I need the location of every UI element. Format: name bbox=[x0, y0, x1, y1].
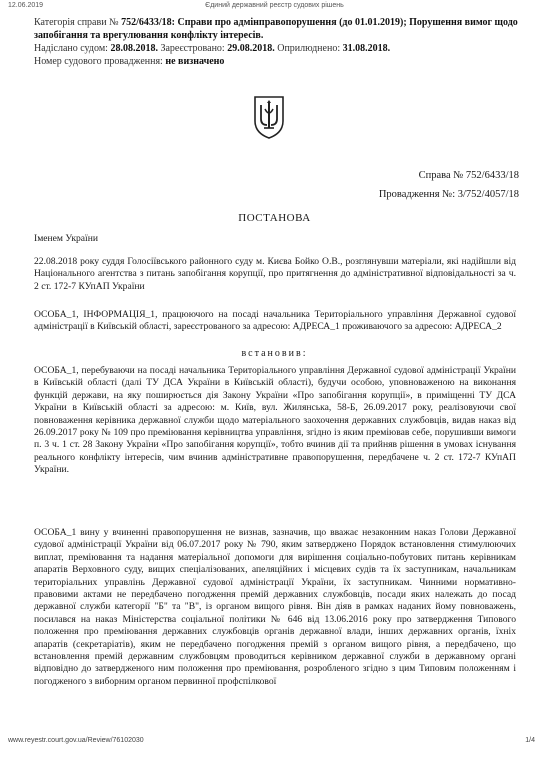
proceeding-label: Номер судового провадження: bbox=[34, 56, 163, 67]
source-url: www.reyestr.court.gov.ua/Review/76102030 bbox=[8, 737, 144, 744]
page-number: 1/4 bbox=[525, 737, 535, 744]
established-heading: встановив: bbox=[241, 348, 308, 359]
registry-title: Єдиний державний реєстр судових рішень bbox=[205, 2, 344, 9]
paragraph-defense bbox=[34, 527, 516, 688]
published-value: 31.08.2018. bbox=[342, 43, 391, 54]
coat-of-arms-icon bbox=[252, 95, 286, 139]
document-title: ПОСТАНОВА bbox=[238, 212, 311, 224]
proceeding-number: Провадження №: 3/752/4057/18 bbox=[378, 189, 519, 200]
category-label: Категорія справи № bbox=[34, 17, 119, 28]
case-metadata bbox=[34, 16, 534, 68]
paragraph-text: ОСОБА_1, перебуваючи на посаді начальника Територіального управління Державної судової адміністрації України в Київській області (далі ТУ ДСА України в Київській області), будучи особою, уповноваженою на виконання функцій держави, на яку поширюється дія Закону України «Про запобігання корупції», в приміщенні ТУ ДСА України в Київській області за адресою: м. Київ, вул. Жилянська, 58-Б, 26.09.2017 року, реалізовуючи свої повноваження керівника державної служби щодо матеріального заохочення державних службовців, видав наказ від 26.09.2017 року № 109 про преміювання керівництва управління, згідно із яким преміював себе, порушивши вимоги п. 3 ч. 1 ст. 28 Закону України «Про запобігання корупції», тобто вчинив дії та прийняв рішення в умовах існування реального конфлікту інтересів, чим вчинив адміністративне правопорушення, передбачене ч. 2 ст. 172-7 КУпАП України. bbox=[34, 365, 516, 476]
paragraph-facts bbox=[34, 365, 516, 477]
paragraph-text: 22.08.2018 року суддя Голосіївського районного суду м. Києва Бойко О.В., розглянувши матеріали, які надійшли від Національного агентства з питань запобігання корупції, про притягнення до адміністративної відповідальності за ч. 2 ст. 172-7 КУпАП України bbox=[34, 256, 516, 292]
category-row bbox=[34, 16, 534, 42]
in-name-line bbox=[34, 233, 516, 245]
paragraph-intro bbox=[34, 256, 516, 293]
paragraph-text: ОСОБА_1 вину у вчиненні правопорушення не визнав, зазначив, що вважає незаконним наказ Голови Державної судової адміністрації України від 06.07.2017 року № 790, яким затверджено Порядок встановлення стимулюючих виплат, преміювання та надання матеріальної допомоги для вирішення соціально-побутових питань керівникам апаратів Верховного суду, вищих спеціалізованих, апеляційних і місцевих судів та їх заступникам, начальникам територіальних управлінь Державної судової адміністрації України, їх заступникам. Чинними нормативно-правовими актами не передбачено погодження премій державних службовців, посади яких належать до посад державної служби категорії "Б" та "В", із органом вищого рівня. Він діяв в рамках наданих йому повноважень, посилався на наказ Міністерства соціальної політики № 646 від 13.06.2016 року про затвердження Типового положення про преміювання державних службовців органів державної влади, інших державних органів, їхніх апаратів (секретаріатів), яким не передбачено погодження премій з органом вищого рівня, а передбачено, що встановлення премій державним службовцям проводиться керівником державної служби в державному органі відповідно до затвердженого ним положення про преміювання, розробленого згідно з цим Типовим положенням і погодженого з виборним органом первинної профспілкової bbox=[34, 527, 516, 687]
sent-label: Надіслано судом: bbox=[34, 43, 108, 54]
dates-row bbox=[34, 42, 534, 55]
paragraph-person bbox=[34, 309, 516, 334]
case-number: Справа № 752/6433/18 bbox=[418, 170, 519, 181]
registered-label: Зареєстровано: bbox=[160, 43, 225, 54]
print-date: 12.06.2019 bbox=[8, 2, 44, 9]
category-value: 752/6433/18: Справи про адмінправопорушення (до 01.01.2019); Порушення вимог щодо запобігання та врегулювання конфлікту інтересів. bbox=[34, 17, 518, 41]
registered-value: 29.08.2018. bbox=[227, 43, 275, 54]
page-header bbox=[8, 2, 541, 12]
proceeding-row bbox=[34, 55, 534, 68]
proceeding-value: не визначено bbox=[165, 56, 225, 67]
paragraph-text: ОСОБА_1, ІНФОРМАЦІЯ_1, працюючого на посаді начальника Територіального управління Державної судової адміністрації в Київській області, зареєстрованого за адресою: АДРЕСА_1 проживаючого за адресою: АДРЕСА_2 bbox=[34, 309, 516, 333]
in-name-text: Іменем України bbox=[34, 233, 98, 244]
published-label: Оприлюднено: bbox=[277, 43, 341, 54]
sent-value: 28.08.2018. bbox=[110, 43, 158, 54]
page-footer bbox=[8, 737, 535, 749]
